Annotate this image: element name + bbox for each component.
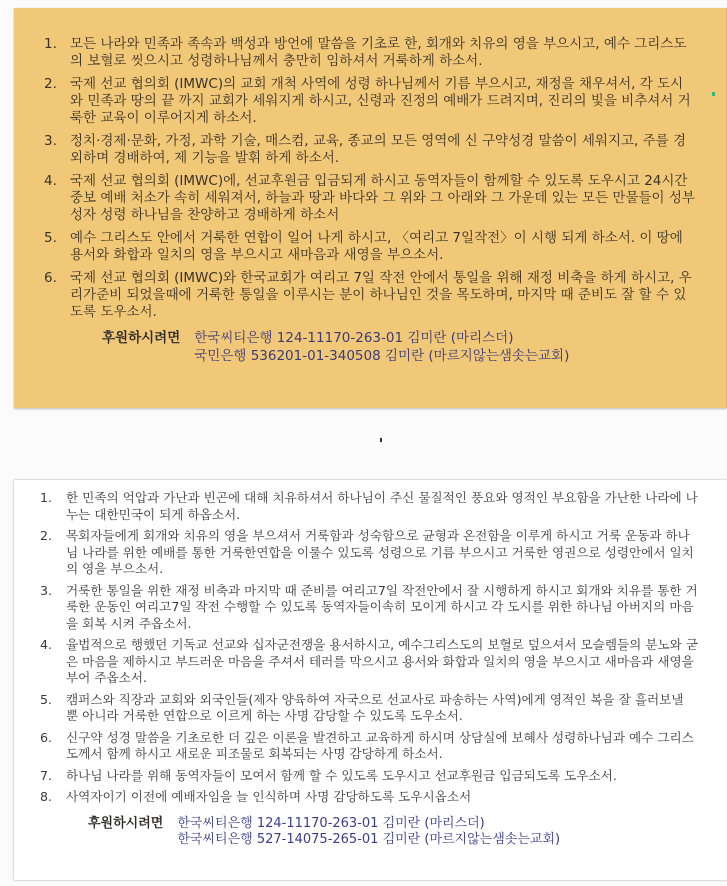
list-item [40,528,699,578]
bank-account-line: 국민은행 536201-01-340508 김미란 (마르지않는샘솟는교회) [194,348,570,364]
list-item [40,692,699,725]
item-number: 2. [40,528,53,543]
item-text: 예수 그리스도 안에서 거룩한 연합이 일어 나게 하시고, 〈여리고 7일작전〉이 시행 되게 하소서. 이 땅에 용서와 화합과 일치의 영을 부으시고 새마음과 새영을 부으소서. [70,230,683,263]
item-number: 7. [40,767,53,783]
item-number: 5. [40,691,53,707]
list-item [40,583,699,633]
prayer-card-bottom [14,480,727,880]
item-text: 캠퍼스와 직장과 교회와 외국인들(제자 양육하여 자국으로 선교사로 파송하는 사역)에게 영적인 복을 잘 흘러보낼 뿐 아니라 거룩한 연합으로 이르게 하는 사명 감당할 수 있도록 도우소서. [66,691,684,723]
item-text: 모든 나라와 민족과 족속과 백성과 방언에 말씀을 기초로 한, 회개와 치유의 영을 부으시고, 예수 그리스도의 보혈로 씻으시고 성령하나님께서 충만히 임하셔서 거룩하게 하소서. [70,36,687,69]
item-number: 2. [44,76,57,92]
list-item [40,768,699,785]
list-item [40,730,699,763]
item-number: 3. [40,582,53,598]
list-item [44,173,696,224]
item-number: 6. [44,270,57,286]
support-title: 후원하시려면 [88,815,164,831]
list-item [40,637,699,687]
stray-mark [712,92,715,96]
item-text: 하나님 나라를 위해 동역자들이 모여서 함께 할 수 있도록 도우시고 선교후원금 입금되도록 도우소서. [66,767,617,783]
list-item [40,789,699,806]
list-item [44,133,696,167]
item-number: 8. [40,789,53,804]
bank-account-line: 한국씨티은행 124-11170-263-01 김미란 (마리스더) [194,330,514,346]
item-number: 1. [40,490,53,505]
item-number: 3. [44,133,57,149]
list-item [40,490,699,523]
list-item [44,230,696,264]
item-text: 거룩한 통일을 위한 재정 비축과 마지막 때 준비를 여리고7일 작전안에서 잘 시행하게 하시고 회개와 치유를 통한 거룩한 운동인 여리고7일 작전 수행할 수 있도록 동역자들이속히 모이게 하시고 각 도시를 위한 하나님 아버지의 마음을 회복 시켜 주옵소서. [66,582,698,631]
list-item [44,270,696,321]
support-title: 후원하시려면 [102,330,181,346]
stray-mark [380,438,382,442]
item-text: 목회자들에게 회개와 치유의 영을 부으셔서 거룩함과 성숙함으로 균형과 온전함을 이루게 하시고 거룩 운동과 하나님 나라를 위한 예배를 통한 거룩한연합을 이룰수 있도록 성령으로 기름 부으시고 거룩한 영권으로 성령안에서 일치의 영을 부으소서. [66,528,694,576]
item-text: 정치·경제·문화, 가정, 과학 기술, 매스컴, 교육, 종교의 모든 영역에 신 구약성경 말씀이 세워지고, 주를 경외하며 경배하여, 제 기능을 발휘 하게 하소서. [70,133,687,166]
prayer-list [44,36,696,321]
item-text: 신구약 성경 말씀을 기초로한 더 깊은 이론을 발견하고 교육하게 하시며 상담실에 보혜사 성령하나님과 예수 그리스도께서 함께 하시고 새로운 피조물로 회복되는 사명 감당하게 하소서. [66,729,694,761]
bank-accounts [194,329,569,365]
support-info [44,329,696,365]
item-number: 4. [44,173,57,189]
list-item [44,36,696,70]
prayer-list [40,490,699,806]
item-number: 4. [40,637,53,652]
item-number: 1. [44,36,57,52]
prayer-card-top [14,8,727,408]
item-number: 5. [44,230,57,246]
bank-accounts [177,816,560,849]
item-text: 한 민족의 억압과 가난과 빈곤에 대해 치유하셔서 하나님이 주신 물질적인 풍요와 영적인 부요함을 가난한 나라에 나누는 대한민국이 되게 하옵소서. [66,490,698,522]
support-info [40,816,699,849]
item-text: 국제 선교 협의회 (IMWC)에, 선교후원금 입금되게 하시고 동역자들이 함께할 수 있도록 도우시고 24시간 중보 예배 처소가 속히 세워져서, 하늘과 땅과 바다와 그 위와 그 아래와 그 가운데 있는 모든 만물들이 성부 성자 성령 하나님을 찬양하고 경배하게 하소서 [70,173,695,223]
list-item [44,76,696,127]
item-text: 국제 선교 협의회 (IMWC)와 한국교회가 여리고 7일 작전 안에서 통일을 위해 재정 비축을 하게 하시고, 우리가준비 되었을때에 거룩한 통일을 이루시는 분이 하나님인 것을 목도하며, 마지막 때 준비도 잘 할 수 있도록 도우소서. [70,270,692,320]
bank-account-line: 한국씨티은행 124-11170-263-01 김미란 (마리스더) [177,815,485,831]
item-number: 6. [40,729,53,745]
item-text: 사역자이기 이전에 예배자임을 늘 인식하며 사명 감당하도록 도우시옵소서 [66,789,472,804]
item-text: 율법적으로 행했던 기독교 선교와 십자군전쟁을 용서하시고, 예수그리스도의 보혈로 덮으셔서 모슬렘들의 분노와 굳은 마음을 제하시고 부드러운 마음을 주셔서 테러를 막으시고 용서와 화합과 일치의 영을 부으시고 새마음과 새영을 부어 주옵소서. [66,637,698,685]
item-text: 국제 선교 협의회 (IMWC)의 교회 개척 사역에 성령 하나님께서 기름 부으시고, 재정을 채우셔서, 각 도시와 민족과 땅의 끝 까지 교회가 세워지게 하시고, 신령과 진정의 예배가 드려지며, 진리의 빛을 비추셔서 거룩한 교육이 이루어지게 하소서. [70,76,691,126]
bank-account-line: 한국씨티은행 527-14075-265-01 김미란 (마르지않는샘솟는교회) [177,832,561,847]
